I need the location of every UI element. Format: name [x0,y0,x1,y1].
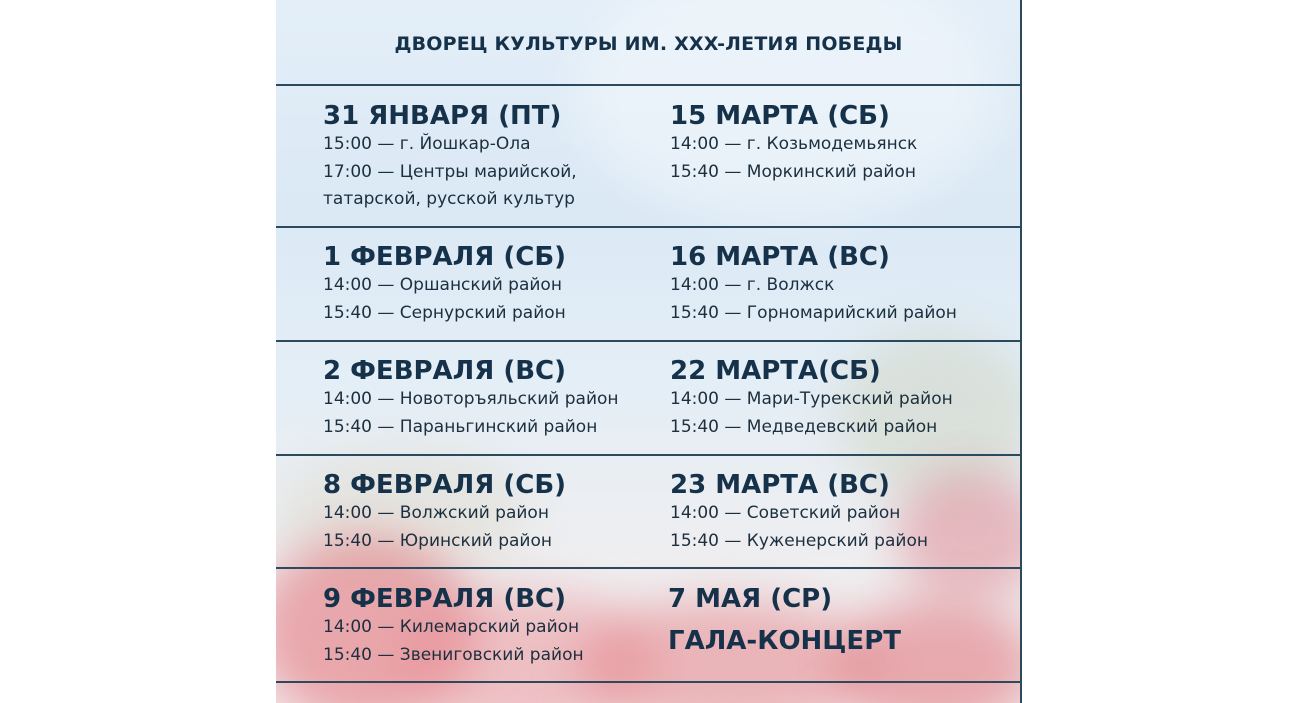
event-line: 15:40 — Параньгинский район [323,416,598,437]
page-title: ДВОРЕЦ КУЛЬТУРЫ ИМ. XXX-ЛЕТИЯ ПОБЕДЫ [394,32,903,55]
event-line: 14:00 — Советский район [670,503,901,523]
event-line: 15:00 — г. Йошкар-Ола [323,134,531,154]
event-date: 1 ФЕВРАЛЯ (СБ) [323,242,567,272]
schedule-entry [670,470,928,555]
event-line: 14:00 — Волжский район [323,503,549,523]
event-line: 14:00 — Оршанский район [323,275,562,295]
event-line: 14:00 — г. Волжск [670,275,835,295]
event-line: 15:40 — Юринский район [323,530,552,551]
schedule-poster [276,0,1022,703]
schedule-entry [323,470,566,555]
gala-concert-label: ГАЛА-КОНЦЕРТ [668,626,901,656]
schedule-entry [323,242,566,327]
event-line: 15:40 — Горномарийский район [670,302,957,323]
event-line: 14:00 — Новоторъяльский район [323,389,619,409]
schedule-entry [670,242,957,327]
event-line: 15:40 — Медведевский район [670,416,938,437]
event-line: 15:40 — Моркинский район [670,161,916,182]
event-line: 15:40 — Сернурский район [323,302,566,323]
divider [276,681,1022,683]
schedule-entry [323,101,577,214]
event-date: 8 ФЕВРАЛЯ (СБ) [323,470,567,500]
event-line: 17:00 — Центры марийской, [323,161,577,182]
event-line: 14:00 — Килемарский район [323,617,580,637]
event-line: татарской, русской культур [323,189,575,209]
event-date: 2 ФЕВРАЛЯ (ВС) [323,356,567,386]
schedule-entry [668,584,901,656]
divider [276,567,1022,569]
event-date: 23 МАРТА (ВС) [670,470,890,500]
event-line: 15:40 — Звениговский район [323,644,584,665]
schedule-entry [323,356,619,441]
schedule-entry [670,356,953,441]
event-date: 9 ФЕВРАЛЯ (ВС) [323,584,567,614]
event-line: 14:00 — Мари-Турекский район [670,389,953,409]
divider [1020,0,1022,703]
divider [276,84,1022,86]
schedule-entry [323,584,584,669]
divider [276,226,1022,228]
event-date: 31 ЯНВАРЯ (ПТ) [323,101,562,131]
event-date: 22 МАРТА(СБ) [670,356,881,386]
event-date: 16 МАРТА (ВС) [670,242,890,272]
divider [276,340,1022,342]
schedule-entry [670,101,917,186]
event-date: 7 МАЯ (СР) [668,584,833,614]
header [276,0,1021,85]
divider [276,454,1022,456]
event-date: 15 МАРТА (СБ) [670,101,890,131]
event-line: 15:40 — Куженерский район [670,530,928,551]
event-line: 14:00 — г. Козьмодемьянск [670,134,918,154]
